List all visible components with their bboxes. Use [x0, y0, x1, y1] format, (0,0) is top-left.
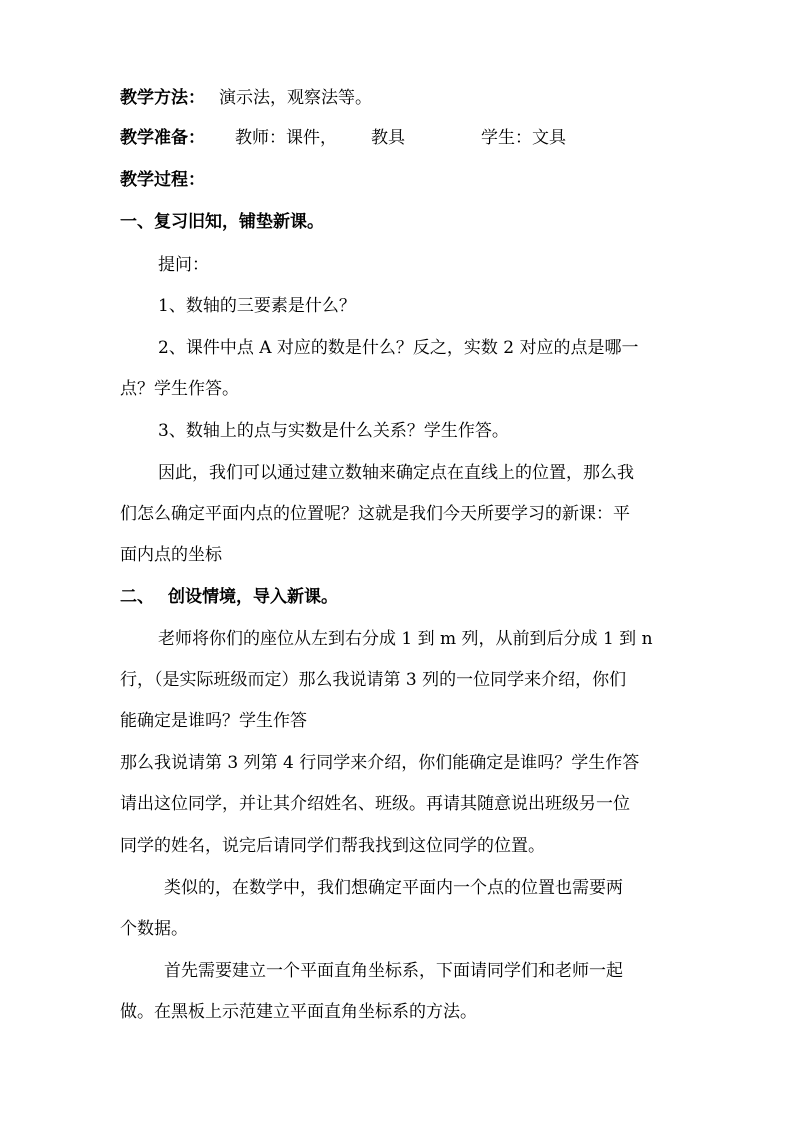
teaching-prep-tools: 教具	[371, 128, 405, 148]
section2-heading-text: 创设情境，导入新课。	[168, 587, 338, 607]
row-column-paragraph-line-1: 那么我说请第 3 列第 4 行同学来介绍，你们能确定是谁吗？学生作答	[120, 753, 640, 773]
section2-heading	[120, 585, 338, 609]
coordinate-system-line-2: 做。在黑板上示范建立平面直角坐标系的方法。	[120, 1002, 477, 1022]
intro-paragraph-line-3: 面内点的坐标	[120, 545, 222, 565]
math-analogy-line-2: 个数据。	[120, 919, 188, 939]
question-1: 1、数轴的三要素是什么？	[158, 296, 356, 316]
question-3: 3、数轴上的点与实数是什么关系？学生作答。	[158, 421, 509, 441]
teaching-method-line	[120, 86, 372, 110]
math-analogy-line-1: 类似的，在数学中，我们想确定平面内一个点的位置也需要两	[164, 878, 623, 898]
seat-paragraph-line-3: 能确定是谁吗？学生作答	[120, 711, 307, 731]
question-2-line-1: 2、课件中点 A 对应的数是什么？反之，实数 2 对应的点是哪一	[158, 338, 639, 358]
seat-paragraph-line-1: 老师将你们的座位从左到右分成 1 到 m 列，从前到后分成 1 到 n	[158, 629, 653, 649]
section1-heading: 一、复习旧知，铺垫新课。	[120, 212, 324, 232]
intro-paragraph-line-2: 们怎么确定平面内点的位置呢？这就是我们今天所要学习的新课：平	[120, 504, 630, 524]
section2-heading-number: 二、	[120, 587, 154, 607]
row-column-paragraph-line-2: 请出这位同学，并让其介绍姓名、班级。再请其随意说出班级另一位	[120, 794, 630, 814]
teaching-method-label: 教学方法：	[120, 88, 205, 108]
row-column-paragraph-line-3: 同学的姓名，说完后请同学们帮我找到这位同学的位置。	[120, 836, 545, 856]
teaching-process-label: 教学过程：	[120, 170, 205, 190]
intro-paragraph-line-1: 因此，我们可以通过建立数轴来确定点在直线上的位置，那么我	[158, 463, 634, 483]
coordinate-system-line-1: 首先需要建立一个平面直角坐标系，下面请同学们和老师一起	[164, 961, 623, 981]
question-2-line-2: 点？学生作答。	[120, 379, 239, 399]
seat-paragraph-line-2: 行，（是实际班级而定）那么我说请第 3 列的一位同学来介绍，你们	[120, 670, 627, 690]
teaching-prep-teacher: 教师：课件，	[235, 128, 337, 148]
ask-label: 提问：	[158, 255, 209, 275]
teaching-prep-student: 学生：文具	[481, 128, 566, 148]
teaching-method-value: 演示法，观察法等。	[219, 88, 372, 108]
teaching-prep-line	[120, 126, 566, 150]
teaching-prep-label: 教学准备：	[120, 128, 205, 148]
